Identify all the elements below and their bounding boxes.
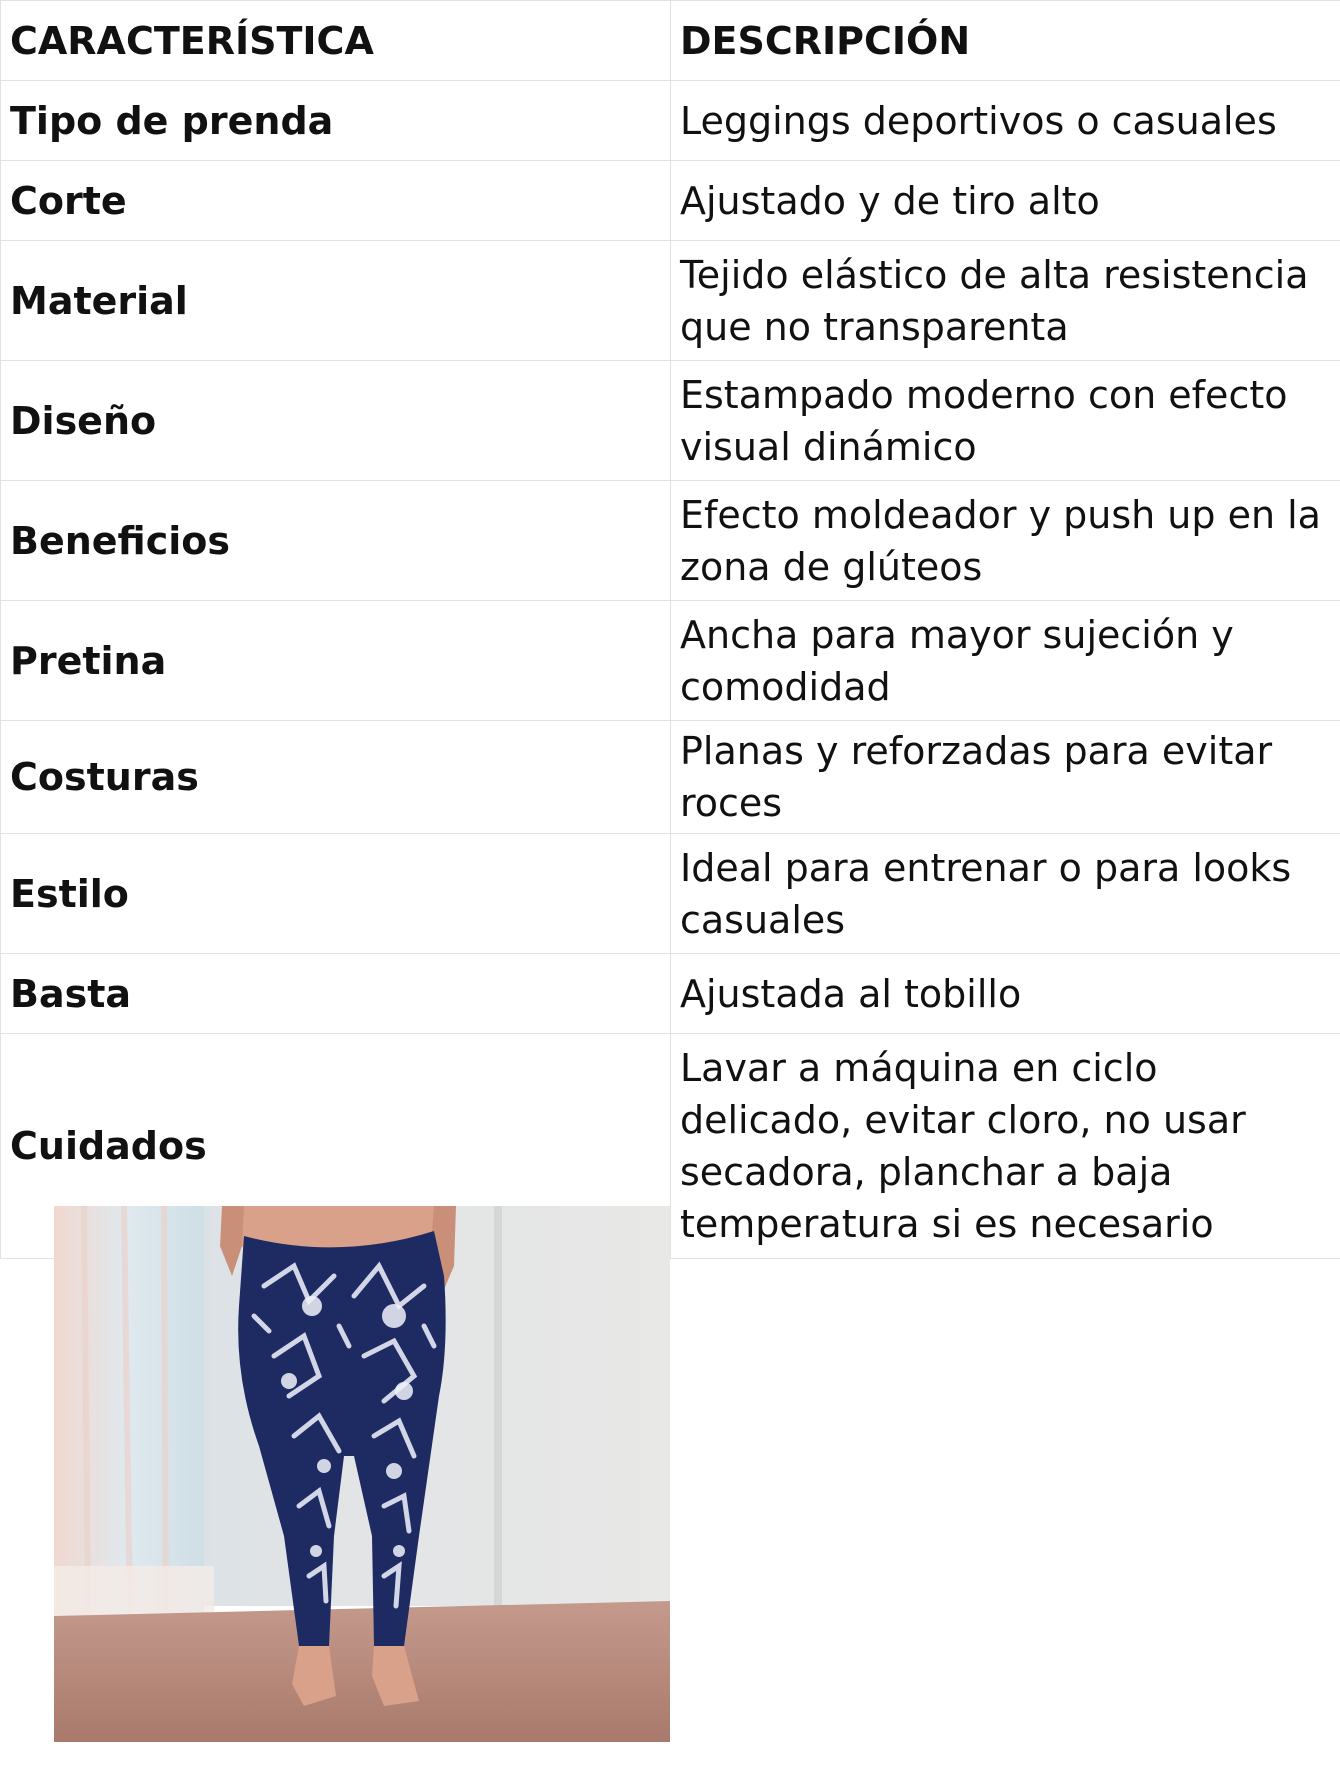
table-row bbox=[1, 161, 1340, 241]
table-row bbox=[1, 834, 1340, 954]
product-photo bbox=[54, 1206, 670, 1742]
description-cell: Lavar a máquina en ciclo delicado, evitar cloro, no usar secadora, planchar a baja temperatura si es necesario bbox=[671, 1034, 1340, 1259]
feature-cell: Material bbox=[1, 241, 671, 361]
feature-cell: Basta bbox=[1, 954, 671, 1034]
product-photo-leggings-icon bbox=[54, 1206, 670, 1742]
table-row bbox=[1, 81, 1340, 161]
description-cell: Estampado moderno con efecto visual dinámico bbox=[671, 361, 1340, 481]
feature-cell: Pretina bbox=[1, 601, 671, 721]
description-cell: Leggings deportivos o casuales bbox=[671, 81, 1340, 161]
table-row bbox=[1, 601, 1340, 721]
feature-cell: Estilo bbox=[1, 834, 671, 954]
description-cell: Planas y reforzadas para evitar roces bbox=[671, 721, 1340, 834]
table-header-row bbox=[1, 1, 1340, 81]
description-cell: Ajustada al tobillo bbox=[671, 954, 1340, 1034]
feature-cell: Beneficios bbox=[1, 481, 671, 601]
feature-cell: Tipo de prenda bbox=[1, 81, 671, 161]
description-cell: Ideal para entrenar o para looks casuales bbox=[671, 834, 1340, 954]
description-cell: Tejido elástico de alta resistencia que no transparenta bbox=[671, 241, 1340, 361]
feature-cell: Corte bbox=[1, 161, 671, 241]
description-cell: Ajustado y de tiro alto bbox=[671, 161, 1340, 241]
feature-cell: Cuidados bbox=[1, 1034, 671, 1259]
table-row bbox=[1, 241, 1340, 361]
table-row bbox=[1, 481, 1340, 601]
feature-cell: Costuras bbox=[1, 721, 671, 834]
table-row bbox=[1, 361, 1340, 481]
header-feature: CARACTERÍSTICA bbox=[1, 1, 671, 81]
description-cell: Efecto moldeador y push up en la zona de glúteos bbox=[671, 481, 1340, 601]
description-cell: Ancha para mayor sujeción y comodidad bbox=[671, 601, 1340, 721]
table-row bbox=[1, 721, 1340, 834]
table-row bbox=[1, 954, 1340, 1034]
header-description: DESCRIPCIÓN bbox=[671, 1, 1340, 81]
feature-cell: Diseño bbox=[1, 361, 671, 481]
